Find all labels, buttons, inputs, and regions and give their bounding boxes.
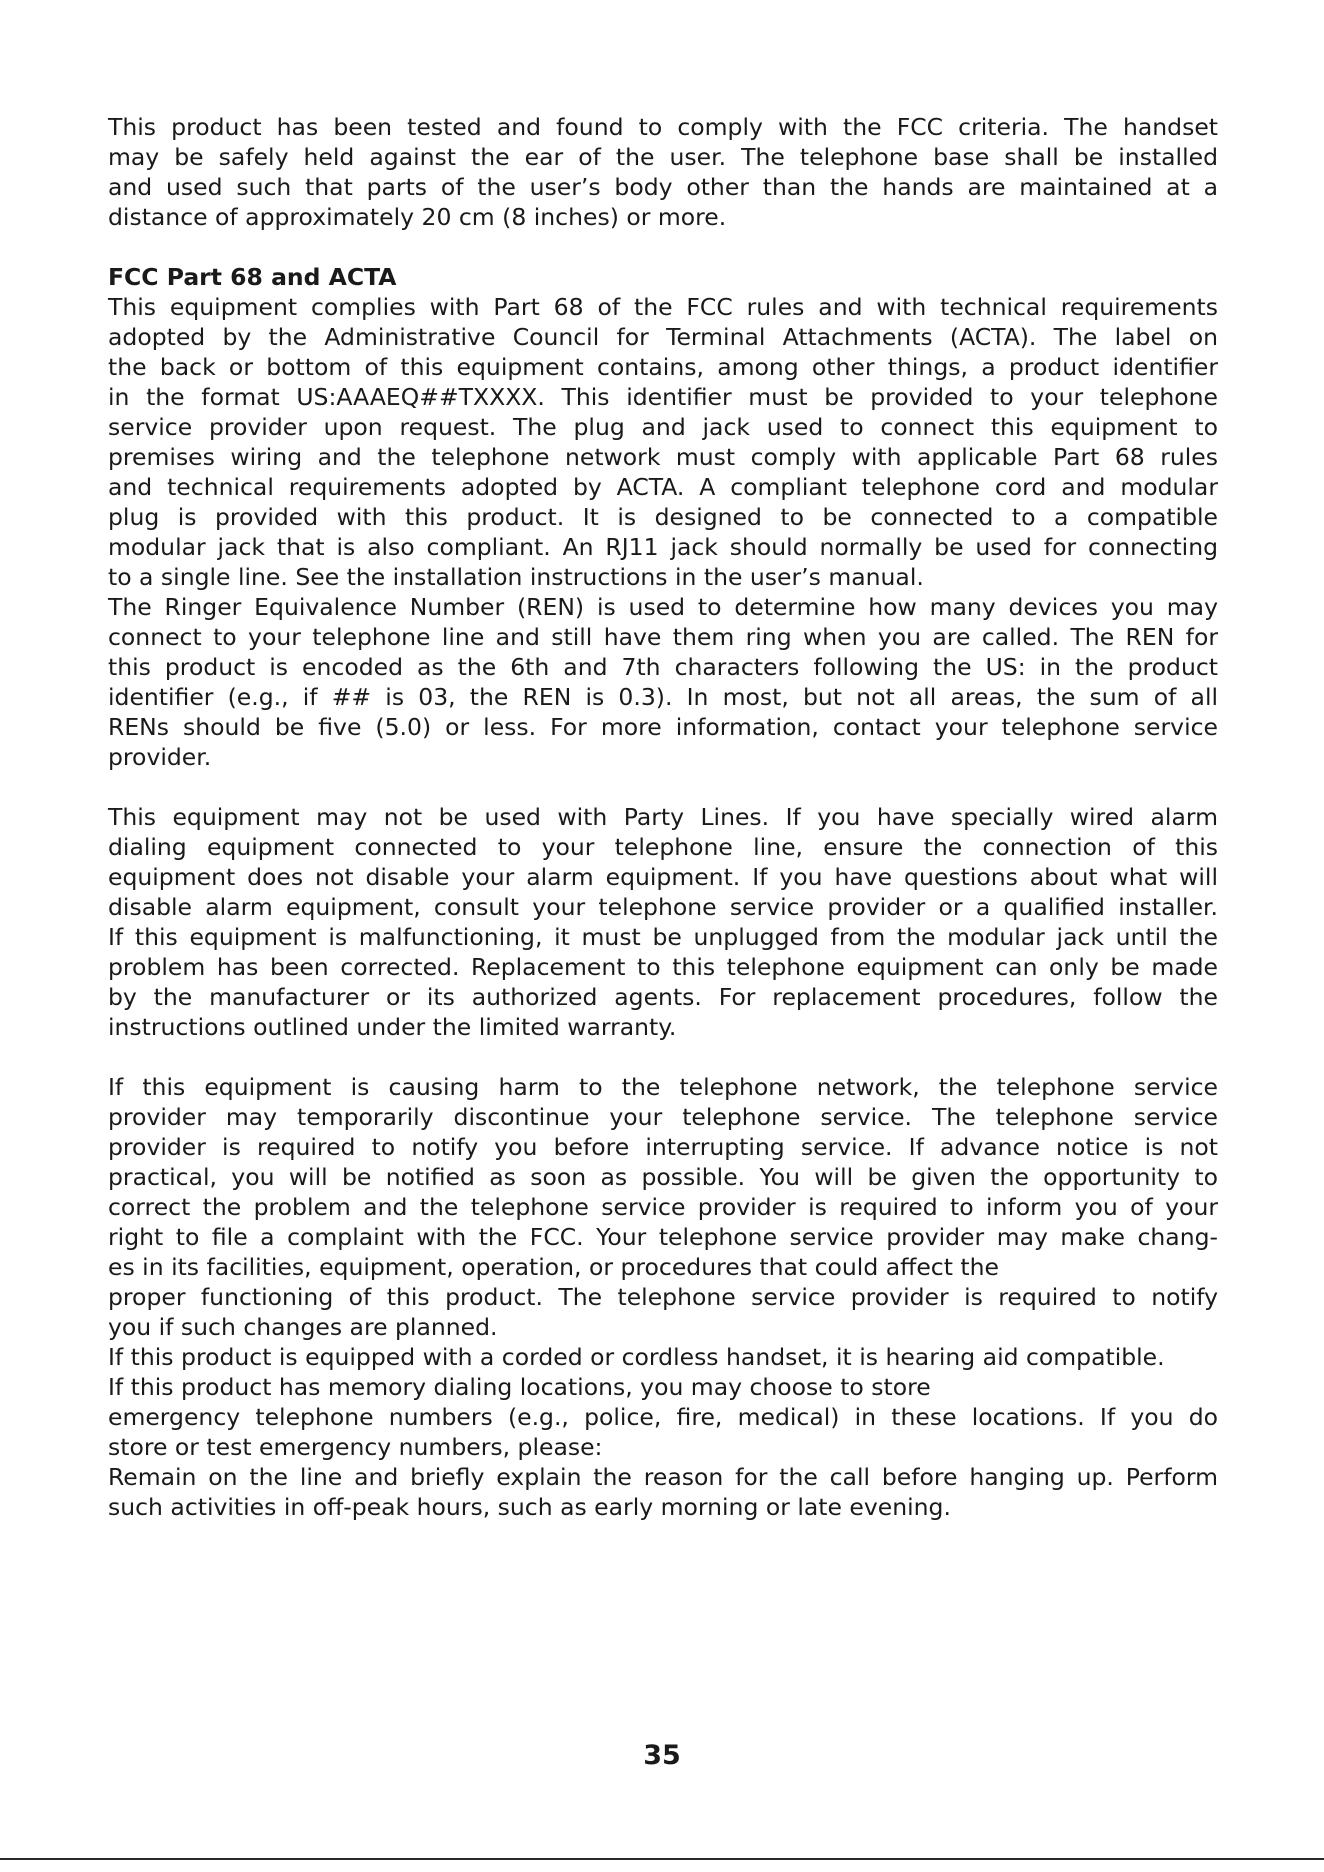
intro-line: and used such that parts of the user’s body other than the hands are maintained at a: [108, 173, 1218, 201]
section-line: the back or bottom of this equipment contains, among other things, a product identifier: [108, 353, 1218, 381]
harm-line: correct the problem and the telephone service provider is required to inform you of your: [108, 1193, 1218, 1221]
intro-line: may be safely held against the ear of the user. The telephone base shall be installed: [108, 143, 1218, 171]
section-line: this product is encoded as the 6th and 7th characters following the US: in the product: [108, 653, 1218, 681]
paragraph-gap: [108, 772, 1218, 802]
section-line: identifier (e.g., if ## is 03, the REN is 0.3). In most, but not all areas, the sum of all: [108, 683, 1218, 711]
harm-line: provider may temporarily discontinue your telephone service. The telephone service: [108, 1103, 1218, 1131]
party-line: disable alarm equipment, consult your telephone service provider or a qualified installer.: [108, 893, 1218, 921]
intro-line: This product has been tested and found to comply with the FCC criteria. The handset: [108, 113, 1218, 141]
section-line: modular jack that is also compliant. An RJ11 jack should normally be used for connecting: [108, 533, 1218, 561]
party-line: instructions outlined under the limited warranty.: [108, 1013, 677, 1041]
section-line: adopted by the Administrative Council for Terminal Attachments (ACTA). The label on: [108, 323, 1218, 351]
section-line: premises wiring and the telephone network must comply with applicable Part 68 rules: [108, 443, 1218, 471]
harm-line: such activities in off-peak hours, such as early morning or late evening.: [108, 1493, 951, 1521]
party-line: by the manufacturer or its authorized agents. For replacement procedures, follow the: [108, 983, 1218, 1011]
section-line: service provider upon request. The plug and jack used to connect this equipment to: [108, 413, 1218, 441]
party-line: If this equipment is malfunctioning, it must be unplugged from the modular jack until the: [108, 923, 1218, 951]
harm-line: provider is required to notify you before interrupting service. If advance notice is not: [108, 1133, 1218, 1161]
party-line: equipment does not disable your alarm equipment. If you have questions about what will: [108, 863, 1218, 891]
harm-line: store or test emergency numbers, please:: [108, 1433, 603, 1461]
harm-line: right to file a complaint with the FCC. Your telephone service provider may make chang-: [108, 1223, 1218, 1251]
harm-line: If this product has memory dialing locations, you may choose to store: [108, 1373, 931, 1401]
section-line: connect to your telephone line and still have them ring when you are called. The REN for: [108, 623, 1218, 651]
harm-line: you if such changes are planned.: [108, 1313, 498, 1341]
harm-line: es in its facilities, equipment, operation, or procedures that could affect the: [108, 1253, 999, 1281]
harm-line: If this equipment is causing harm to the telephone network, the telephone service: [108, 1073, 1218, 1101]
section-line: to a single line. See the installation instructions in the user’s manual.: [108, 563, 924, 591]
page-number: 35: [643, 1740, 681, 1771]
party-line: problem has been corrected. Replacement to this telephone equipment can only be made: [108, 953, 1218, 981]
harm-line: If this product is equipped with a corded or cordless handset, it is hearing aid compatible.: [108, 1343, 1165, 1371]
section-line: RENs should be five (5.0) or less. For more information, contact your telephone service: [108, 713, 1218, 741]
harm-line: emergency telephone numbers (e.g., police, fire, medical) in these locations. If you do: [108, 1403, 1218, 1431]
harm-line: Remain on the line and briefly explain the reason for the call before hanging up. Perform: [108, 1463, 1218, 1491]
section-line: and technical requirements adopted by ACTA. A compliant telephone cord and modular: [108, 473, 1218, 501]
harm-line: practical, you will be notified as soon as possible. You will be given the opportunity to: [108, 1163, 1218, 1191]
section-heading: FCC Part 68 and ACTA: [108, 263, 397, 291]
section-line: The Ringer Equivalence Number (REN) is used to determine how many devices you may: [108, 593, 1218, 621]
document-page: [108, 112, 1218, 1522]
paragraph-gap: [108, 232, 1218, 262]
paragraph-gap: [108, 1042, 1218, 1072]
section-line: This equipment complies with Part 68 of the FCC rules and with technical requirements: [108, 293, 1218, 321]
party-line: dialing equipment connected to your telephone line, ensure the connection of this: [108, 833, 1218, 861]
section-line: plug is provided with this product. It is designed to be connected to a compatible: [108, 503, 1218, 531]
harm-line: proper functioning of this product. The telephone service provider is required to notify: [108, 1283, 1218, 1311]
section-line: in the format US:AAAEQ##TXXXX. This identifier must be provided to your telephone: [108, 383, 1218, 411]
intro-line: distance of approximately 20 cm (8 inches) or more.: [108, 203, 727, 231]
party-line: This equipment may not be used with Party Lines. If you have specially wired alarm: [108, 803, 1218, 831]
section-line: provider.: [108, 743, 212, 771]
bottom-rule: [0, 1858, 1324, 1860]
